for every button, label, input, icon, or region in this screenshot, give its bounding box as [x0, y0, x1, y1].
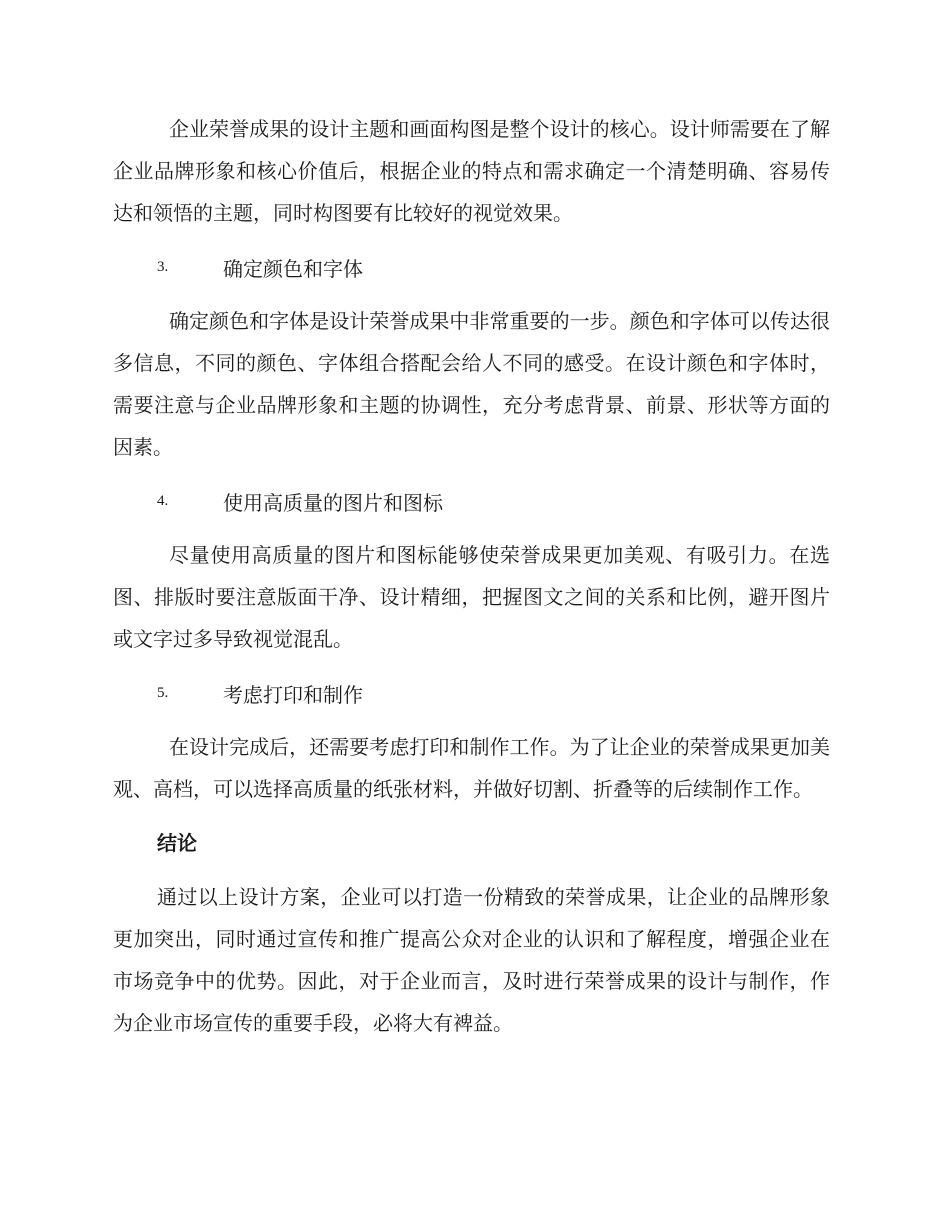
list-item-printing: [113, 672, 830, 714]
list-item-number: 4.: [157, 492, 169, 509]
paragraph-design-theme: 企业荣誉成果的设计主题和画面构图是整个设计的核心。设计师需要在了解企业品牌形象和核心价值后，根据企业的特点和需求确定一个清楚明确、容易传达和领悟的主题，同时构图要有比较好的视觉效果。: [113, 117, 830, 225]
list-item-title: 考虑打印和制作: [223, 682, 363, 707]
conclusion-heading: 结论: [157, 831, 197, 855]
list-item-images-icons: [113, 480, 830, 522]
list-item-number: 3.: [157, 258, 169, 275]
list-item-title: 确定颜色和字体: [223, 256, 363, 281]
paragraph-conclusion: 通过以上设计方案，企业可以打造一份精致的荣誉成果，让企业的品牌形象更加突出，同时通过宣传和推广提高公众对企业的认识和了解程度，增强企业在市场竞争中的优势。因此，对于企业而言，及时进行荣誉成果的设计与制作，作为企业市场宣传的重要手段，必将大有裨益。: [113, 885, 830, 1035]
paragraph-images-icons: 尽量使用高质量的图片和图标能够使荣誉成果更加美观、有吸引力。在选图、排版时要注意版面干净、设计精细，把握图文之间的关系和比例，避开图片或文字过多导致视觉混乱。: [113, 543, 830, 651]
list-item-title: 使用高质量的图片和图标: [223, 490, 443, 515]
paragraph-printing: 在设计完成后，还需要考虑打印和制作工作。为了让企业的荣誉成果更加美观、高档，可以选择高质量的纸张材料，并做好切割、折叠等的后续制作工作。: [113, 735, 830, 801]
list-item-number: 5.: [157, 684, 169, 701]
list-item-colors-fonts: [113, 246, 830, 288]
paragraph-colors-fonts: 确定颜色和字体是设计荣誉成果中非常重要的一步。颜色和字体可以传达很多信息，不同的颜色、字体组合搭配会给人不同的感受。在设计颜色和字体时，需要注意与企业品牌形象和主题的协调性，充分考虑背景、前景、形状等方面的因素。: [113, 309, 830, 459]
